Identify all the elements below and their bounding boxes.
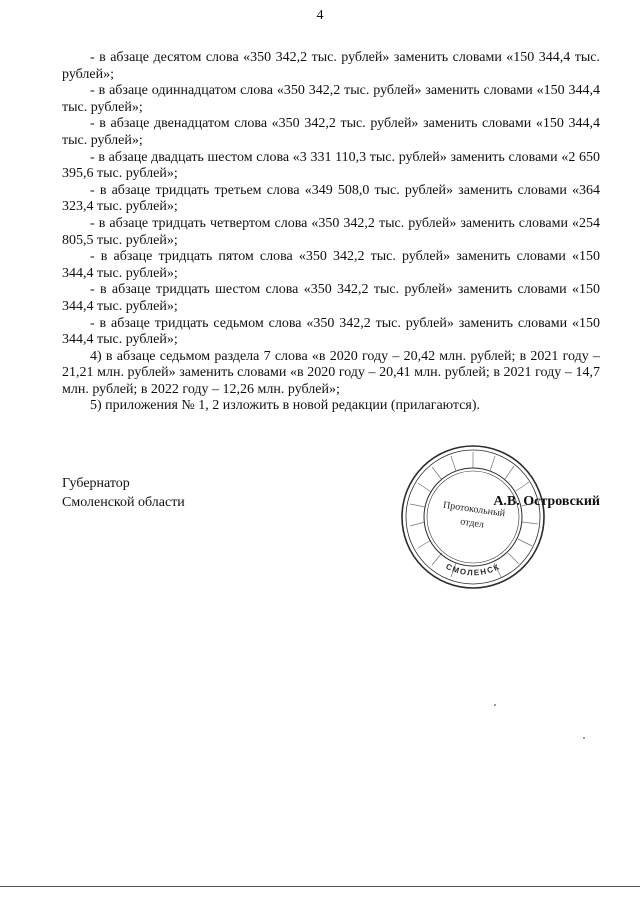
paragraph: - в абзаце двенадцатом слова «350 342,2 тыс. рублей» заменить словами «150 344,4 тыс. рублей»; bbox=[62, 116, 600, 148]
official-seal bbox=[398, 442, 548, 592]
paragraph: - в абзаце десятом слова «350 342,2 тыс. рублей» заменить словами «150 344,4 тыс. рублей»; bbox=[62, 50, 600, 82]
seal-inner-ring-inner bbox=[427, 471, 519, 563]
scan-speck bbox=[494, 704, 496, 706]
paragraph: 4) в абзаце седьмом раздела 7 слова «в 2020 году – 20,42 млн. рублей; в 2021 году – 21,21 млн. рублей» заменить словами «в 2020 году – 20,41 млн. рублей; в 2021 году – 14,7 млн. рублей; в 2022 году – 12,26 млн. рублей»; bbox=[62, 348, 600, 397]
paragraph: - в абзаце двадцать шестом слова «3 331 110,3 тыс. рублей» заменить словами «2 650 395,6 тыс. рублей»; bbox=[62, 149, 600, 182]
paragraph: 5) приложения № 1, 2 изложить в новой редакции (прилагаются). bbox=[90, 398, 481, 414]
signatory-region: Смоленской области bbox=[62, 495, 185, 510]
seal-outer-ring-inner bbox=[406, 450, 540, 584]
signatory-position bbox=[62, 474, 185, 512]
seal-center-line1: Протокольный bbox=[442, 499, 506, 520]
seal-graphic bbox=[398, 442, 548, 592]
signatory-title: Губернатор bbox=[62, 476, 130, 491]
paragraph: - в абзаце тридцать шестом слова «350 342,2 тыс. рублей» заменить словами «150 344,4 тыс. рублей»; bbox=[62, 282, 600, 314]
scan-speck bbox=[583, 737, 585, 739]
paragraph: - в абзаце одиннадцатом слова «350 342,2 тыс. рублей» заменить словами «150 344,4 тыс. рублей»; bbox=[62, 83, 600, 115]
paragraph: - в абзаце тридцать третьем слова «349 508,0 тыс. рублей» заменить словами «364 323,4 тыс. рублей»; bbox=[62, 182, 600, 215]
signatory-name: А.В. Островский bbox=[493, 494, 600, 509]
paragraph: - в абзаце тридцать седьмом слова «350 342,2 тыс. рублей» заменить словами «150 344,4 тыс. рублей»; bbox=[62, 315, 600, 348]
page-number: 4 bbox=[316, 8, 324, 23]
document-body bbox=[62, 50, 600, 415]
seal-ring-text: СМОЛЕНСК bbox=[444, 561, 502, 578]
paragraph: - в абзаце тридцать пятом слова «350 342,2 тыс. рублей» заменить словами «150 344,4 тыс. рублей»; bbox=[62, 249, 600, 281]
seal-inner-ring bbox=[424, 468, 522, 566]
page-bottom-edge bbox=[0, 886, 640, 887]
paragraph: - в абзаце тридцать четвертом слова «350 342,2 тыс. рублей» заменить словами «254 805,5 тыс. рублей»; bbox=[62, 215, 600, 248]
seal-center-line2: отдел bbox=[459, 516, 485, 531]
